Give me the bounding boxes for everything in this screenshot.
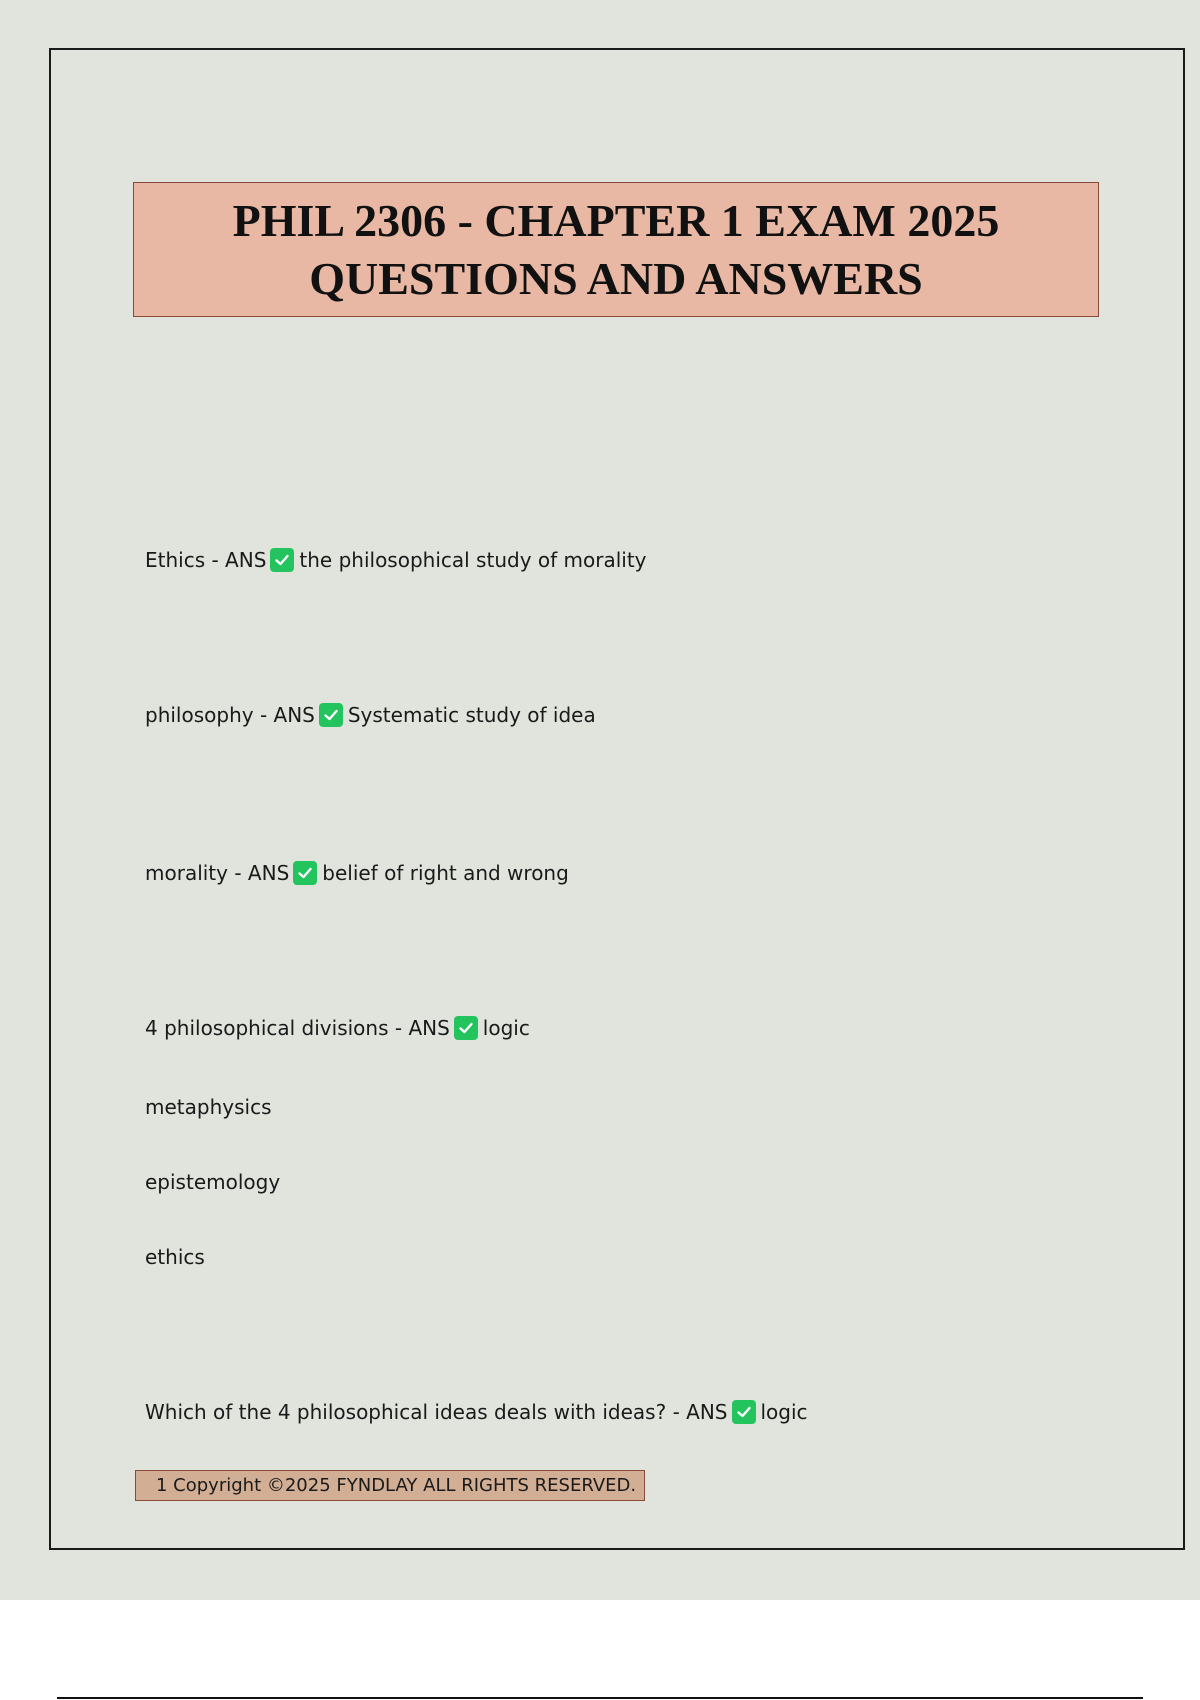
qa-question: philosophy - ANS: [145, 703, 315, 727]
check-mark-icon: [319, 703, 343, 727]
title-banner: [133, 182, 1099, 317]
check-mark-icon: [732, 1400, 756, 1424]
qa-answer: logic: [760, 1400, 808, 1424]
answer-continuation-line: epistemology: [145, 1170, 281, 1194]
qa-item-ideas: [145, 1397, 808, 1427]
qa-item-morality: [145, 858, 569, 888]
page-divider: [57, 1697, 1143, 1699]
qa-question: Which of the 4 philosophical ideas deals with ideas? - ANS: [145, 1400, 728, 1424]
copyright-footer: 1 Copyright ©2025 FYNDLAY ALL RIGHTS RESERVED.: [135, 1470, 645, 1501]
qa-answer: Systematic study of idea: [347, 703, 596, 727]
check-mark-icon: [454, 1016, 478, 1040]
answer-continuation-line: metaphysics: [145, 1095, 272, 1119]
check-mark-icon: [293, 861, 317, 885]
check-mark-icon: [270, 548, 294, 572]
qa-answer: logic: [482, 1016, 530, 1040]
qa-answer: belief of right and wrong: [322, 861, 569, 885]
qa-item-philosophy: [145, 700, 596, 730]
qa-item-divisions: [145, 1013, 530, 1043]
qa-question: morality - ANS: [145, 861, 290, 885]
title-line-2: QUESTIONS AND ANSWERS: [309, 252, 923, 304]
qa-answer: the philosophical study of morality: [299, 548, 647, 572]
qa-item-ethics: [145, 545, 647, 575]
qa-question: Ethics - ANS: [145, 548, 267, 572]
title-line-1: PHIL 2306 - CHAPTER 1 EXAM 2025: [232, 194, 1000, 246]
qa-question: 4 philosophical divisions - ANS: [145, 1016, 450, 1040]
answer-continuation-line: ethics: [145, 1245, 205, 1269]
